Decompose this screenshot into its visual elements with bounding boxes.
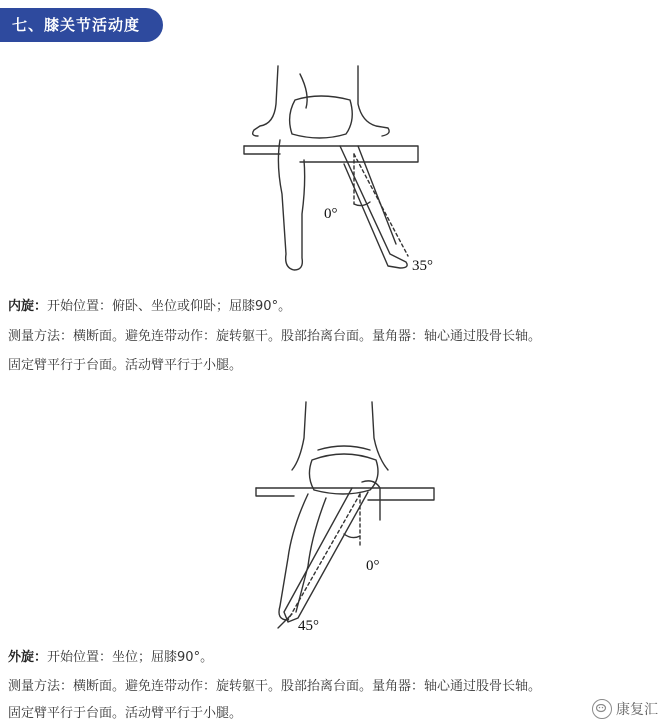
figure1-angle-label: 35° <box>412 258 433 274</box>
internal-rotation-figure <box>240 64 450 274</box>
figure2-zero-label: 0° <box>366 558 380 574</box>
internal-rotation-term: 内旋 <box>8 299 35 314</box>
section-title: 七、膝关节活动度 <box>0 8 163 42</box>
internal-rotation-colon: ： <box>34 299 48 314</box>
external-rotation-method: 测量方法：横断面。避免连带动作：旋转躯干。股部抬离台面。量角器：轴心通过股骨长轴。 <box>8 679 542 694</box>
external-rotation-start <box>8 649 213 667</box>
figure1-zero-label: 0° <box>324 206 338 222</box>
external-rotation-start-text: 开始位置：坐位；屈膝90°。 <box>47 650 214 665</box>
external-rotation-figure <box>248 398 448 634</box>
watermark <box>592 699 658 719</box>
wechat-icon <box>592 699 612 719</box>
figure2-angle-label: 45° <box>298 618 319 634</box>
internal-rotation-start-text: 开始位置：俯卧、坐位或仰卧；屈膝90°。 <box>47 299 292 314</box>
watermark-text: 康复汇 <box>616 702 658 718</box>
internal-rotation-start <box>8 298 291 316</box>
external-rotation-fixed: 固定臂平行于台面。活动臂平行于小腿。 <box>8 706 243 721</box>
internal-rotation-method: 测量方法：横断面。避免连带动作：旋转躯干。股部抬离台面。量角器：轴心通过股骨长轴。 <box>8 329 542 344</box>
external-rotation-colon: ： <box>34 650 48 665</box>
internal-rotation-fixed: 固定臂平行于台面。活动臂平行于小腿。 <box>8 358 243 373</box>
external-rotation-term: 外旋 <box>8 650 35 665</box>
